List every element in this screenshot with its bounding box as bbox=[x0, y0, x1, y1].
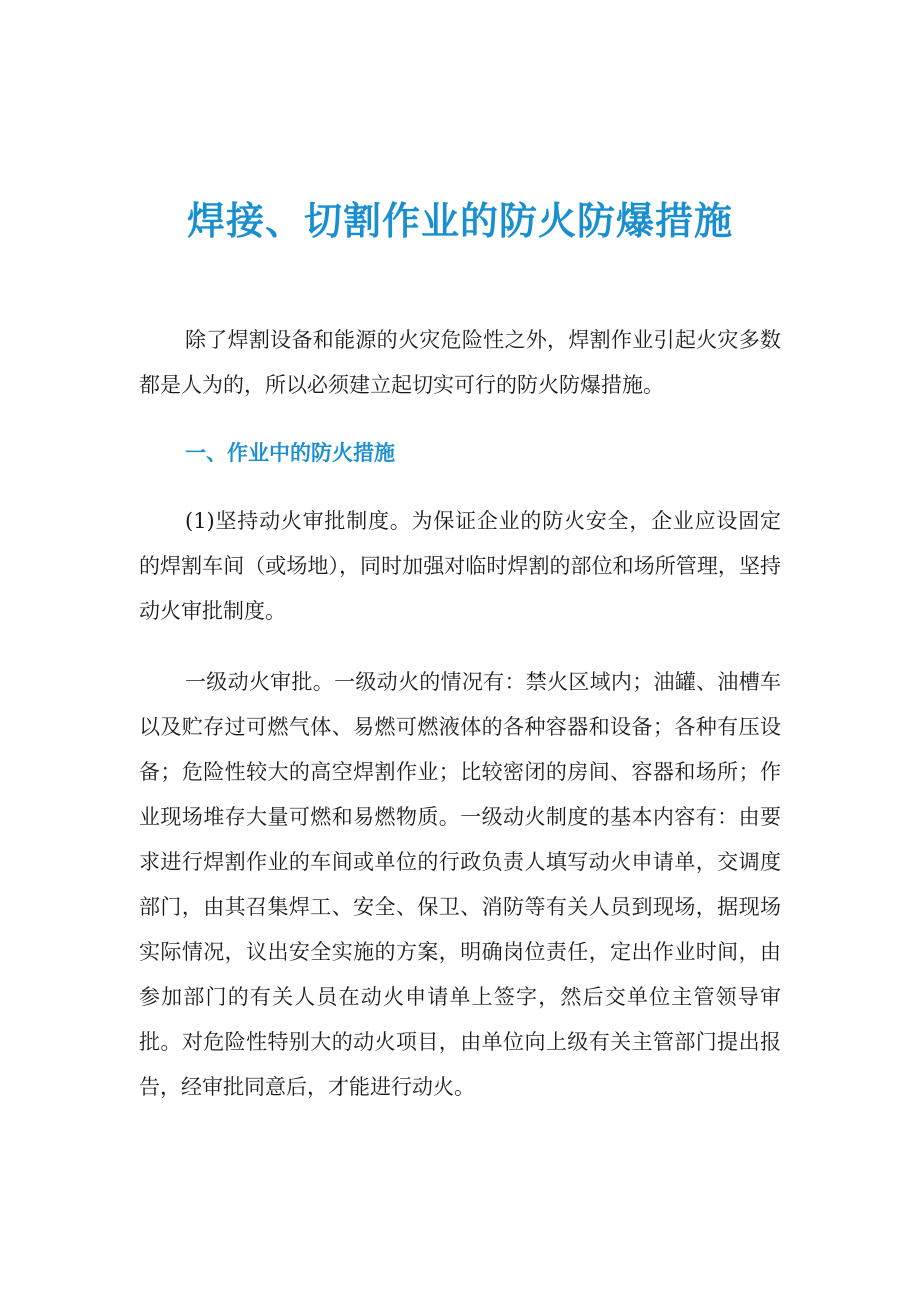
section-heading-fire-prevention: 一、作业中的防火措施 bbox=[185, 441, 395, 465]
level1-approval-paragraph: 一级动火审批。一级动火的情况有：禁火区域内；油罐、油槽车以及贮存过可燃气体、易燃可燃液体的各种容器和设备；各种有压设备；危险性较大的高空焊割作业；比较密闭的房间、容器和场所；作业现场堆存大量可燃和易燃物质。一级动火制度的基本内容有：由要求进行焊割作业的车间或单位的行政负责人填写动火申请单，交调度部门，由其召集焊工、安全、保卫、消防等有关人员到现场，据现场实际情况，议出安全实施的方案，明确岗位责任，定出作业时间，由参加部门的有关人员在动火申请单上签字，然后交单位主管领导审批。对危险性特别大的动火项目，由单位向上级有关主管部门提出报告，经审批同意后，才能进行动火。 bbox=[139, 670, 781, 1099]
intro-paragraph: 除了焊割设备和能源的火灾危险性之外，焊割作业引起火灾多数都是人为的，所以必须建立起切实可行的防火防爆措施。 bbox=[139, 328, 781, 397]
item1-paragraph: (1)坚持动火审批制度。为保证企业的防火安全，企业应设固定的焊割车间（或场地），同时加强对临时焊割的部位和场所管理，坚持动火审批制度。 bbox=[139, 509, 781, 623]
page-title: 焊接、切割作业的防火防爆措施 bbox=[186, 199, 733, 243]
